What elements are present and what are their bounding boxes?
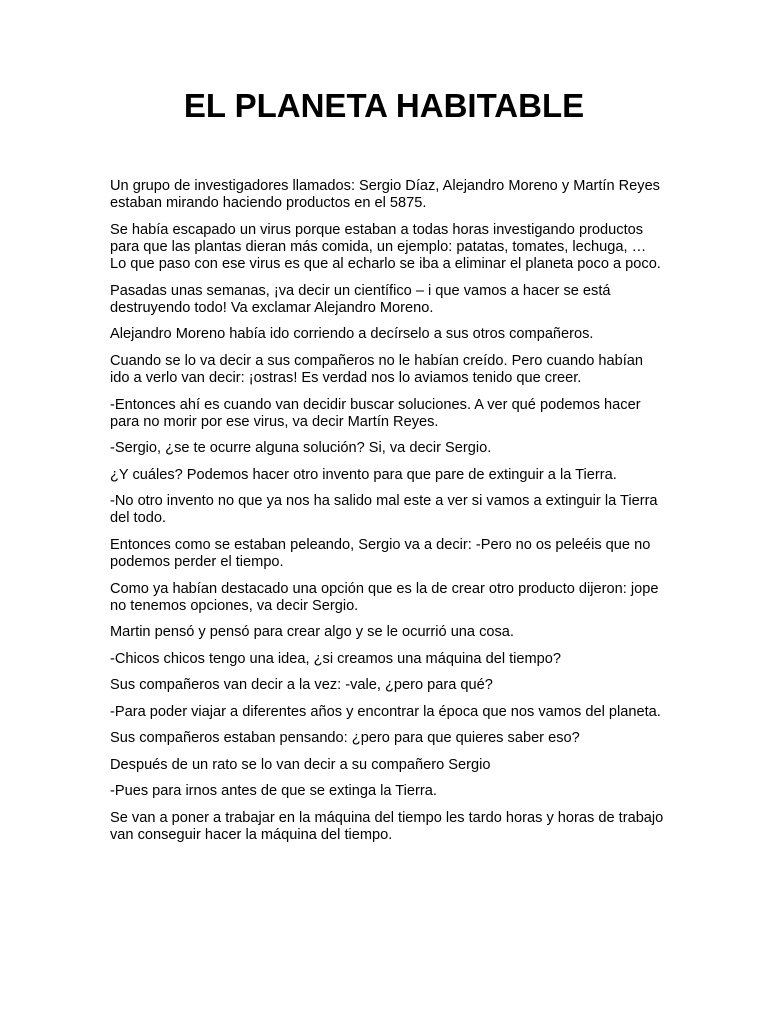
paragraph-8: ¿Y cuáles? Podemos hacer otro invento para que pare de extinguir a la Tierra. [110, 466, 617, 483]
paragraph-9: -No otro invento no que ya nos ha salido mal este a ver si vamos a extinguir la Tierra del todo. [110, 493, 658, 527]
paragraph-19: Se van a poner a trabajar en la máquina del tiempo les tardo horas y horas de trabajo van conseguir hacer la máquina del tiempo. [110, 809, 664, 844]
paragraph-17: Después de un rato se lo van decir a su compañero Sergio [110, 756, 491, 773]
paragraph-3: Pasadas unas semanas, ¡va decir un científico – i que vamos a hacer se está destruyendo todo! Va exclamar Alejandro Moreno. [110, 282, 611, 316]
paragraph-14: Sus compañeros van decir a la vez: -vale, ¿pero para qué? [110, 677, 493, 694]
paragraph-1: Un grupo de investigadores llamados: Sergio Díaz, Alejandro Moreno y Martín Reyes estaban mirando haciendo productos en el 5875. [110, 178, 660, 212]
paragraph-13: -Chicos chicos tengo una idea, ¿si creamos una máquina del tiempo? [110, 650, 562, 667]
document-title: EL PLANETA HABITABLE [183, 87, 585, 124]
document-body [110, 178, 666, 854]
paragraph-6: -Entonces ahí es cuando van decidir buscar soluciones. A ver qué podemos hacer para no morir por ese virus, va decir Martín Reyes. [110, 396, 641, 430]
paragraph-10: Entonces como se estaban peleando, Sergio va a decir: -Pero no os peleéis que no podemos perder el tiempo. [110, 536, 651, 571]
paragraph-11: Como ya habían destacado una opción que es la de crear otro producto dijeron: jope no tenemos opciones, va decir Sergio. [110, 580, 659, 614]
paragraph-7: -Sergio, ¿se te ocurre alguna solución? Si, va decir Sergio. [110, 440, 492, 457]
paragraph-12: Martin pensó y pensó para crear algo y se le ocurrió una cosa. [110, 624, 514, 641]
paragraph-2: Se había escapado un virus porque estaban a todas horas investigando productos para que las plantas dieran más comida, un ejemplo: patatas, tomates, lechuga, … Lo que paso con ese virus es que al echarlo se iba a eliminar el planeta poco a poco. [110, 221, 661, 273]
paragraph-5: Cuando se lo va decir a sus compañeros no le habían creído. Pero cuando habían ido a verlo van decir: ¡ostras! Es verdad nos lo aviamos tenido que creer. [110, 352, 644, 387]
paragraph-18: -Pues para irnos antes de que se extinga la Tierra. [110, 783, 437, 800]
paragraph-16: Sus compañeros estaban pensando: ¿pero para que quieres saber eso? [110, 730, 580, 747]
paragraph-4: Alejandro Moreno había ido corriendo a decírselo a sus otros compañeros. [110, 326, 594, 343]
paragraph-15: -Para poder viajar a diferentes años y encontrar la época que nos vamos del planeta. [110, 703, 661, 720]
